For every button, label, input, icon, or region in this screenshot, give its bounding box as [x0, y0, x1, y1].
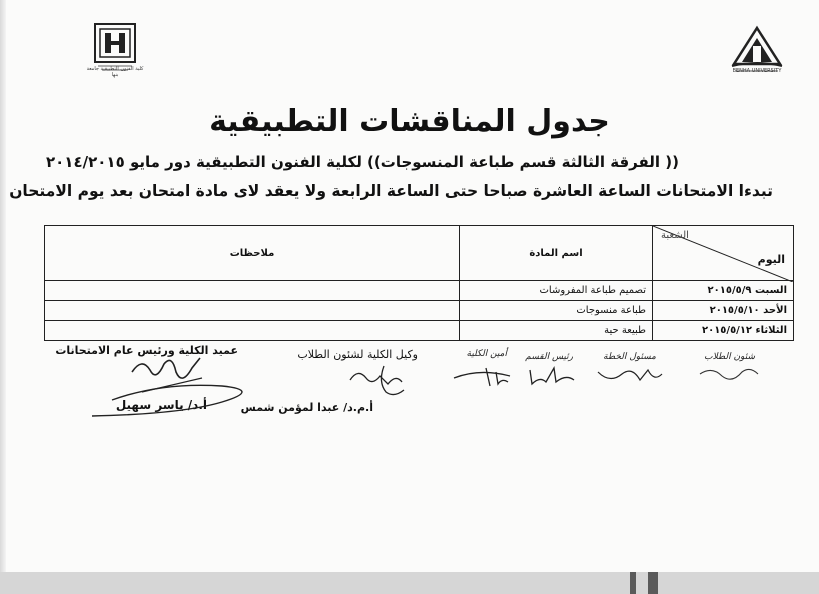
dean-title: عميد الكلية ورئيس عام الامتحانات [55, 344, 238, 357]
row-date: الثلاثاء ٢٠١٥/٥/١٢ [653, 321, 794, 341]
header-subject: اسم المادة [460, 226, 653, 281]
header-notes: ملاحظات [45, 226, 460, 281]
document-subtitle: (( الفرقة الثالثة قسم طباعة المنسوجات)) لكلية الفنون التطبيقية دور مايو ٢٠١٤/٢٠١٥ [46, 153, 679, 171]
table-row [45, 281, 794, 301]
staff-signatures [450, 358, 770, 398]
table-row [45, 301, 794, 321]
row-date: السبت ٢٠١٥/٥/٩ [653, 281, 794, 301]
vice-dean-name: أ.م.د/ عبدا لمؤمن شمس [240, 401, 373, 414]
schedule-table [44, 225, 794, 341]
university-logo-caption: BENHA UNIVERSITY [732, 68, 782, 74]
plan-officer-title: مسئول الخطة [603, 352, 656, 362]
header-day: اليوم [757, 253, 785, 266]
header-day-cell [653, 226, 794, 281]
faculty-logo-caption: كلية الفنون التطبيقية جامعة بنها [86, 66, 144, 78]
row-notes [45, 321, 460, 341]
scan-bottom-strip [0, 572, 819, 594]
vice-dean-title: وكيل الكلية لشئون الطلاب [297, 348, 418, 361]
student-affairs-title: شئون الطلاب [704, 352, 755, 362]
table-header-row [45, 226, 794, 281]
row-notes [45, 301, 460, 321]
header-group: الشعبة [661, 230, 689, 241]
row-subject: طبيعة حية [460, 321, 653, 341]
exam-notice: تبدءا الامتحانات الساعة العاشرة صباحا حتى الساعة الرابعة ولا يعقد لاى مادة امتحان بعد يوم الامتحان [9, 182, 773, 200]
row-notes [45, 281, 460, 301]
dean-name: أ.د/ ياسر سهيل [115, 398, 207, 412]
vice-dean-signature [340, 362, 430, 402]
table-row [45, 321, 794, 341]
dean-signature [72, 352, 262, 422]
document-title: جدول المناقشات التطبيقية [209, 104, 610, 139]
dept-head-title: رئيس القسم [525, 352, 573, 362]
faculty-secretary-title: أمين الكلية [466, 349, 507, 359]
scan-edge [0, 0, 6, 594]
row-subject: طباعة منسوجات [460, 301, 653, 321]
row-date: الأحد ٢٠١٥/٥/١٠ [653, 301, 794, 321]
row-subject: تصميم طباعة المفروشات [460, 281, 653, 301]
